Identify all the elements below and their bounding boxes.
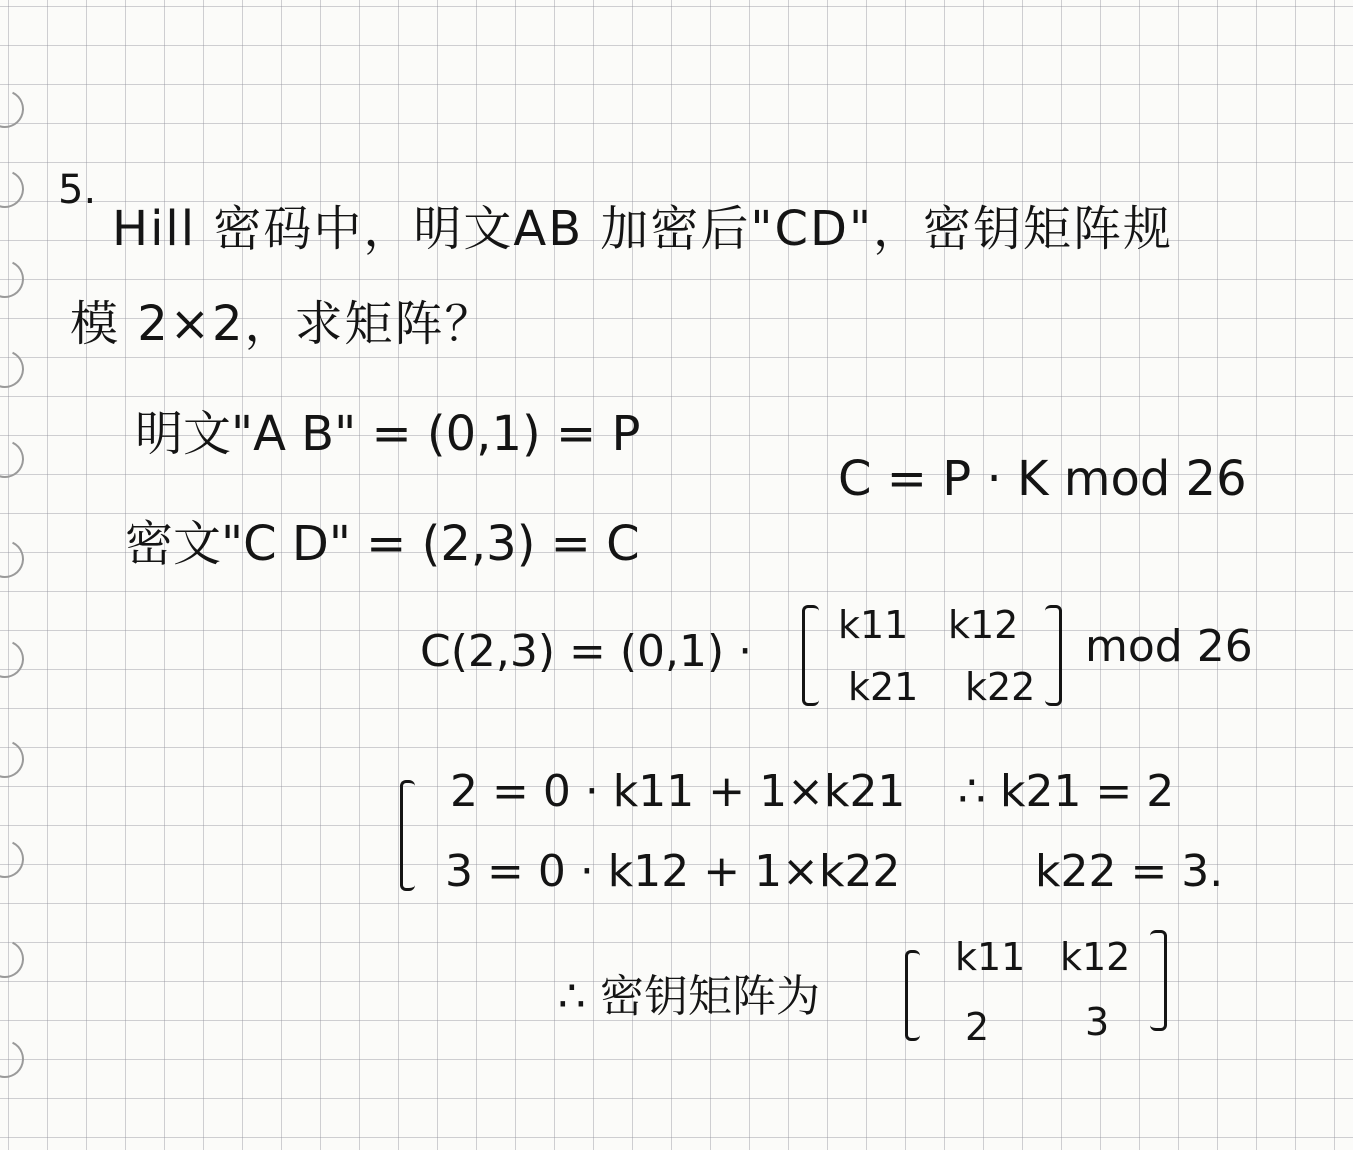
problem-line-1: Hill 密码中，明文AB 加密后"CD"，密钥矩阵规 [112, 201, 1174, 257]
matrix-k21: k21 [848, 665, 919, 709]
result-r1c1: k11 [955, 935, 1026, 979]
matrix-left-bracket [802, 605, 819, 706]
binder-ring [0, 85, 29, 134]
matrix-mod: mod 26 [1085, 621, 1253, 672]
plaintext-line: 明文"A B" = (0,1) = P [135, 406, 641, 462]
binder-ring [0, 735, 29, 784]
matrix-k12: k12 [948, 603, 1019, 647]
binder-ring [0, 835, 29, 884]
problem-number: 5. [58, 167, 97, 213]
formula: C = P · K mod 26 [838, 451, 1247, 507]
result-left-bracket [905, 950, 920, 1041]
ciphertext-line: 密文"C D" = (2,3) = C [125, 516, 640, 572]
system-result-2: k22 = 3. [1035, 846, 1224, 897]
problem-line-2: 模 2×2，求矩阵？ [70, 296, 495, 352]
result-right-bracket [1150, 930, 1167, 1031]
binder-ring [0, 435, 29, 484]
matrix-k22: k22 [965, 665, 1036, 709]
binder-ring [0, 535, 29, 584]
result-label: ∴ 密钥矩阵为 [558, 971, 820, 1022]
binder-ring [0, 165, 29, 214]
system-eq-2: 3 = 0 · k12 + 1×k22 [445, 846, 901, 897]
result-r2c2: 3 [1085, 1000, 1110, 1044]
system-eq-1: 2 = 0 · k11 + 1×k21 [450, 766, 906, 817]
binder-ring [0, 935, 29, 984]
system-brace [400, 780, 415, 891]
matrix-eq-left: C(2,3) = (0,1) · [420, 626, 753, 677]
binder-ring [0, 1035, 29, 1084]
binder-ring [0, 635, 29, 684]
result-r1c2: k12 [1060, 935, 1131, 979]
binder-ring [0, 255, 29, 304]
matrix-right-bracket [1045, 605, 1062, 706]
matrix-k11: k11 [838, 603, 909, 647]
result-r2c1: 2 [965, 1005, 990, 1049]
system-result-1: ∴ k21 = 2 [958, 766, 1175, 817]
binder-ring [0, 345, 29, 394]
